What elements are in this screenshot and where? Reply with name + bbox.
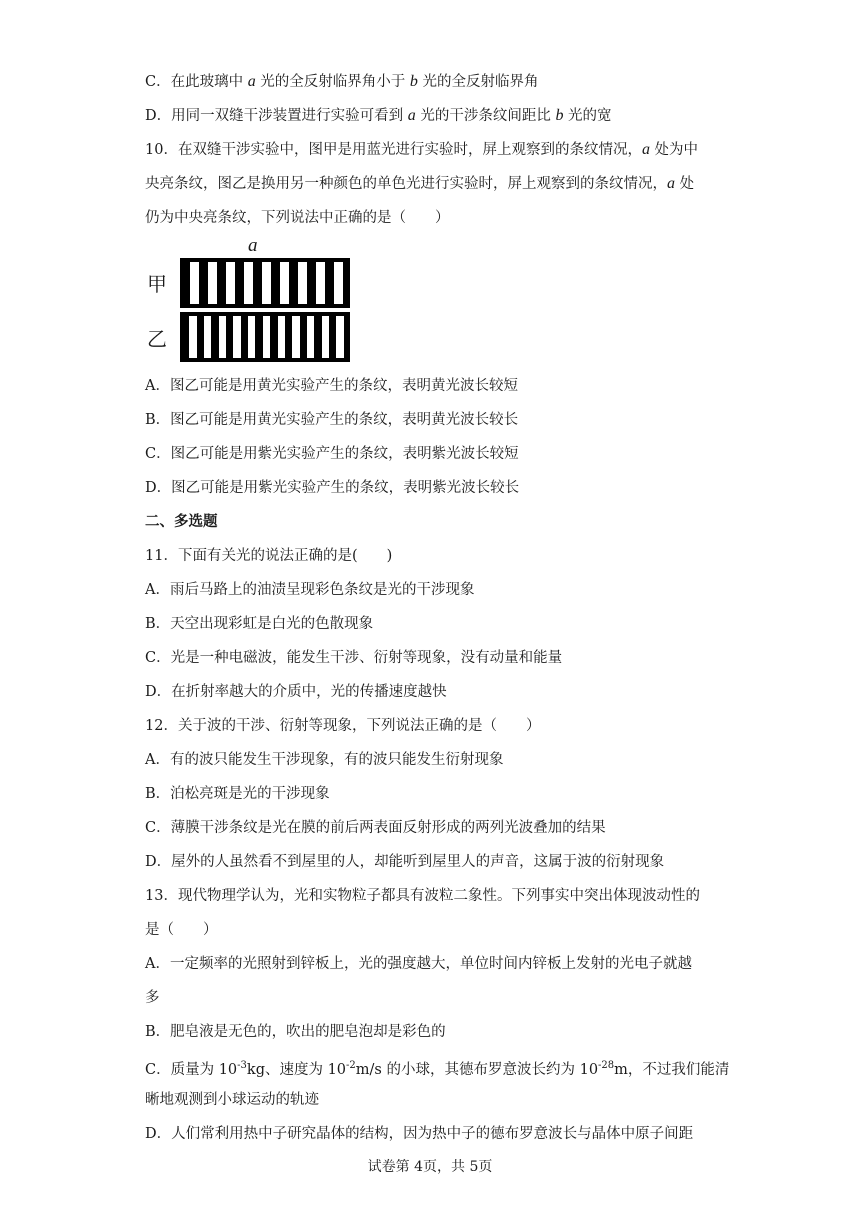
text-line <box>145 208 450 228</box>
figure-label-jia: 甲 <box>147 272 167 296</box>
text-run: 是（ ） <box>145 922 218 938</box>
italic-variable: a <box>407 107 416 124</box>
bright-fringe <box>292 316 299 358</box>
text-run: C．图乙可能是用紫光实验产生的条纹，表明紫光波长较短 <box>145 446 519 462</box>
italic-variable: a <box>641 141 650 158</box>
text-run: A．有的波只能发生干涉现象，有的波只能发生衍射现象 <box>145 752 504 768</box>
bright-fringe <box>208 262 217 304</box>
italic-variable: a <box>667 175 675 192</box>
text-run: D．用同一双缝干涉装置进行实验可看到 <box>145 108 408 124</box>
italic-variable: b <box>409 73 418 90</box>
text-run: m，不过我们能清 <box>614 1061 730 1078</box>
text-run: 光的全反射临界角 <box>417 74 539 90</box>
text-run: kg、速度为 10 <box>246 1061 347 1078</box>
text-line <box>145 988 160 1008</box>
bright-fringe <box>244 262 253 304</box>
text-run: m/s 的小球，其德布罗意波长约为 10 <box>355 1061 599 1078</box>
fringe-pattern-jia <box>180 258 350 308</box>
bright-fringe <box>322 316 329 358</box>
text-line <box>145 1022 446 1042</box>
text-run: A．图乙可能是用黄光实验产生的条纹，表明黄光波长较短 <box>145 378 518 394</box>
bright-fringe <box>336 316 343 358</box>
text-run: C．在此玻璃中 <box>145 74 248 90</box>
text-run: A．雨后马路上的油渍呈现彩色条纹是光的干涉现象 <box>145 582 475 598</box>
text-line <box>145 886 700 906</box>
text-run: D．人们常利用热中子研究晶体的结构，因为热中子的德布罗意波长与晶体中原子间距 <box>145 1126 694 1142</box>
italic-variable: b <box>555 107 564 124</box>
page-footer: 试卷第 4页，共 5页 <box>367 1159 493 1175</box>
text-run: 处为中 <box>649 142 699 158</box>
text-line <box>145 920 218 940</box>
text-line <box>145 478 519 498</box>
text-line <box>145 1056 729 1080</box>
text-line <box>145 72 539 92</box>
bright-fringe <box>316 262 325 304</box>
bright-fringe <box>189 316 196 358</box>
text-line <box>145 750 503 770</box>
bright-fringe <box>334 262 343 304</box>
text-run: D．图乙可能是用紫光实验产生的条纹，表明紫光波长较长 <box>145 480 520 496</box>
text-run: 仍为中央亮条纹，下列说法中正确的是（ ） <box>145 210 450 226</box>
text-line <box>145 376 518 396</box>
text-line <box>145 682 447 702</box>
section-heading <box>145 512 218 532</box>
italic-variable: a <box>247 73 256 90</box>
text-run: 光的干涉条纹间距比 <box>415 108 556 124</box>
bright-fringe <box>278 316 285 358</box>
text-line <box>145 614 373 634</box>
text-run: B．图乙可能是用黄光实验产生的条纹，表明黄光波长较长 <box>145 412 519 428</box>
bright-fringe <box>226 262 235 304</box>
bright-fringe <box>233 316 240 358</box>
exponent: -28 <box>598 1060 615 1071</box>
text-line <box>145 174 694 194</box>
text-line <box>145 852 664 872</box>
text-run: 二、多选题 <box>145 513 218 530</box>
text-run: 处 <box>675 176 695 192</box>
bright-fringe <box>219 316 226 358</box>
text-run: D．屋外的人虽然看不到屋里的人，却能听到屋里人的声音，这属于波的衍射现象 <box>145 854 665 870</box>
text-run: D．在折射率越大的介质中，光的传播速度越快 <box>145 684 447 700</box>
text-run: 12．关于波的干涉、衍射等现象，下列说法正确的是（ ） <box>145 718 541 734</box>
text-run: B．肥皂液是无色的，吹出的肥皂泡却是彩色的 <box>145 1024 446 1040</box>
text-run: C．薄膜干涉条纹是光在膜的前后两表面反射形成的两列光波叠加的结果 <box>145 820 606 836</box>
text-line <box>145 140 698 160</box>
text-run: 13．现代物理学认为，光和实物粒子都具有波粒二象性。下列事实中突出体现波动性的 <box>145 888 700 904</box>
text-line <box>145 580 474 600</box>
text-run: B．天空出现彩虹是白光的色散现象 <box>145 616 374 632</box>
text-line <box>145 106 612 126</box>
text-run: C．质量为 10 <box>145 1061 238 1078</box>
text-run: 光的宽 <box>563 108 612 124</box>
exponent: -3 <box>237 1060 247 1071</box>
text-line <box>145 444 519 464</box>
bright-fringe <box>307 316 314 358</box>
text-line <box>145 954 692 974</box>
bright-fringe <box>298 262 307 304</box>
text-line <box>145 716 540 736</box>
text-line <box>145 1090 319 1110</box>
text-line <box>145 546 392 566</box>
bright-fringe <box>263 316 270 358</box>
figure-label-yi: 乙 <box>147 327 167 351</box>
exponent: -2 <box>346 1060 356 1071</box>
text-run: 光的全反射临界角小于 <box>255 74 410 90</box>
text-run: 晰地观测到小球运动的轨迹 <box>145 1092 319 1108</box>
text-run: A．一定频率的光照射到锌板上，光的强度越大，单位时间内锌板上发射的光电子就越 <box>145 956 692 972</box>
text-line <box>145 784 330 804</box>
bright-fringe <box>190 262 199 304</box>
bright-fringe <box>248 316 255 358</box>
text-run: 11．下面有关光的说法正确的是( ) <box>145 548 393 564</box>
text-run: C．光是一种电磁波，能发生干涉、衍射等现象，没有动量和能量 <box>145 650 563 666</box>
text-line <box>145 1124 693 1144</box>
text-run: B．泊松亮斑是光的干涉现象 <box>145 786 330 802</box>
center-fringe-label: a <box>248 235 258 256</box>
text-line <box>145 818 606 838</box>
text-run: 多 <box>145 990 160 1006</box>
bright-fringe <box>204 316 211 358</box>
bright-fringe <box>262 262 271 304</box>
text-line <box>145 410 518 430</box>
text-run: 10．在双缝干涉实验中，图甲是用蓝光进行实验时，屏上观察到的条纹情况， <box>145 142 642 158</box>
text-line <box>145 648 562 668</box>
fringe-pattern-yi <box>180 312 350 362</box>
interference-figure <box>145 236 355 364</box>
bright-fringe <box>280 262 289 304</box>
text-run: 央亮条纹，图乙是换用另一种颜色的单色光进行实验时，屏上观察到的条纹情况， <box>145 176 667 192</box>
